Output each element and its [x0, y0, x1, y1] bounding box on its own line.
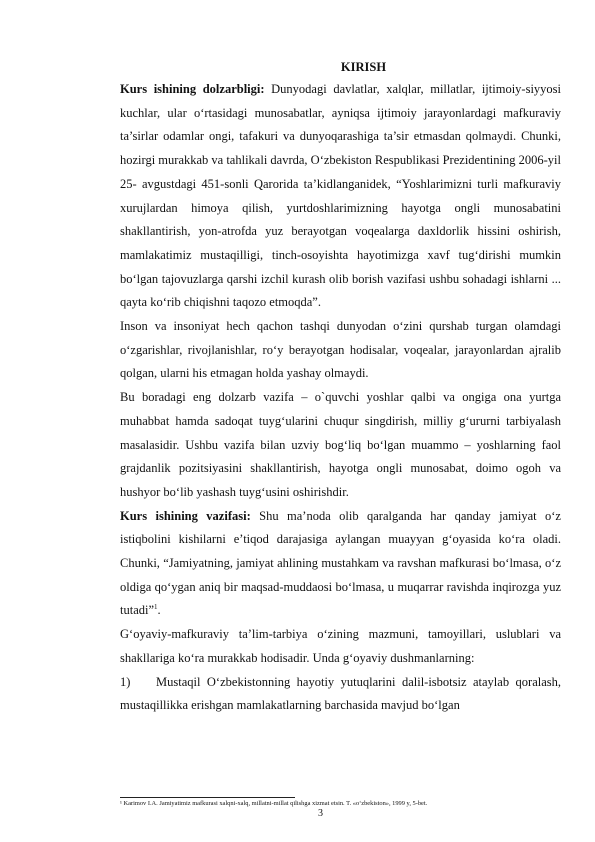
- footnote-ref[interactable]: 1: [154, 603, 158, 612]
- objective-end: .: [157, 603, 161, 618]
- relevance-text: Dunyodagi davlatlar, xalqlar, millatlar, ijtimoiy-siyyosi kuchlar, ular o‘rtasidagi munosabatlar, ayniqsa ijtimoiy jarayonlardagi mafkuraviy ta’sirlar odamlar ongi, tafakuri va dunyoqarashiga ta’sir etmasdan qolmaydi. Chunki, hozirgi murakkab va tahlikali davrda, O‘zbekiston Respublikasi Prezidentining 2006-yil 25- avgustdagi 451-sonli Qarorida ta’kidlanganidek, “Yoshlarimizni turli mafkuraviy xurujlardan himoya qilish, yurtdoshlarimizning hayotga ongli munosabatini shakllantirish, yon-atrofda yuz berayotgan voqealarga daxldorlik hissini oshirish, mamlakatimiz mustaqilligi, tinch-osoyishta hayotimizga xavf tug‘dirishi mumkin bo‘lgan tajovuzlarga qarshi izchil kurash olib borish vazifasi ushbu sohadagi ishlarni ... qayta ko‘rib chiqishni taqozo etmoqda”.: [120, 82, 562, 310]
- list-number: 1): [120, 674, 131, 689]
- paragraph-ideology: G‘oyaviy-mafkuraviy ta’lim-tarbiya o‘zining mazmuni, tamoyillari, uslublari va shakllariga ko‘ra murakkab hodisadir. Unda g‘oyaviy dushmanlarning:: [120, 627, 561, 665]
- list-item: [120, 671, 561, 718]
- relevance-heading: Kurs ishining dolzarbligi:: [120, 82, 265, 96]
- list-item-text: Mustaqil O‘zbekistonning hayotiy yutuqlarini dalil-isbotsiz ataylab qoralash, mustaqillikka erishgan mamlakatlarning barchasida mavjud bo‘lgan: [120, 674, 561, 713]
- paragraph-relevance: [120, 78, 561, 315]
- paragraph-task: Bu boradagi eng dolzarb vazifa – o`quvchi yoshlar qalbi va ongiga ona yurtga muhabbat hamda sadoqat tuyg‘ularini chuqur singdirish, milliy g‘ururni tarbiyalash masalasidir. Ushbu vazifa bilan uzviy bog‘liq bo‘lgan muammo – yoshlarning faol grajdanlik pozitsiyasini shakllantirish, hayotga ongli munosabat, doimo ogoh va hushyor bo‘lib yashash tuyg‘usini oshirishdir.: [120, 390, 561, 499]
- objective-text: Shu ma’noda olib qaralganda har qanday jamiyat o‘z istiqbolini kishilarni e’tiqod darajasiga aylangan muayyan g‘oyasida ko‘ra oladi. Chunki, “Jamiyatning, jamiyat ahlining mustahkam va ravshan mafkurasi bo‘lmasa, o‘z oldiga qo‘ygan aniq bir maqsad-muddaosi bo‘lmasa, u muqarrar ravishda inqirozga yuz tutadi”: [120, 508, 561, 618]
- section-title: KIRISH: [340, 60, 387, 74]
- objective-heading: Kurs ishining vazifasi:: [120, 508, 251, 523]
- footnote: ¹ Karimov I.A. Jamiyatimiz mafkurasi xalqni-xalq, millatni-millat qilishga xizmat etsin. T. «o‘zbekiston», 1999 y, 5-bet.: [120, 800, 428, 807]
- paragraph-objective: [120, 505, 561, 624]
- footnote-divider: [120, 797, 295, 798]
- page-number: 3: [318, 808, 323, 819]
- paragraph-humanity: Inson va insoniyat hech qachon tashqi dunyodan o‘zini qurshab turgan olamdagi o‘zgarishlar, rivojlanishlar, ro‘y berayotgan hodisalar, voqealar, jarayonlardan ajralib qolgan, ularni his etmagan holda yashay olmaydi.: [120, 319, 561, 381]
